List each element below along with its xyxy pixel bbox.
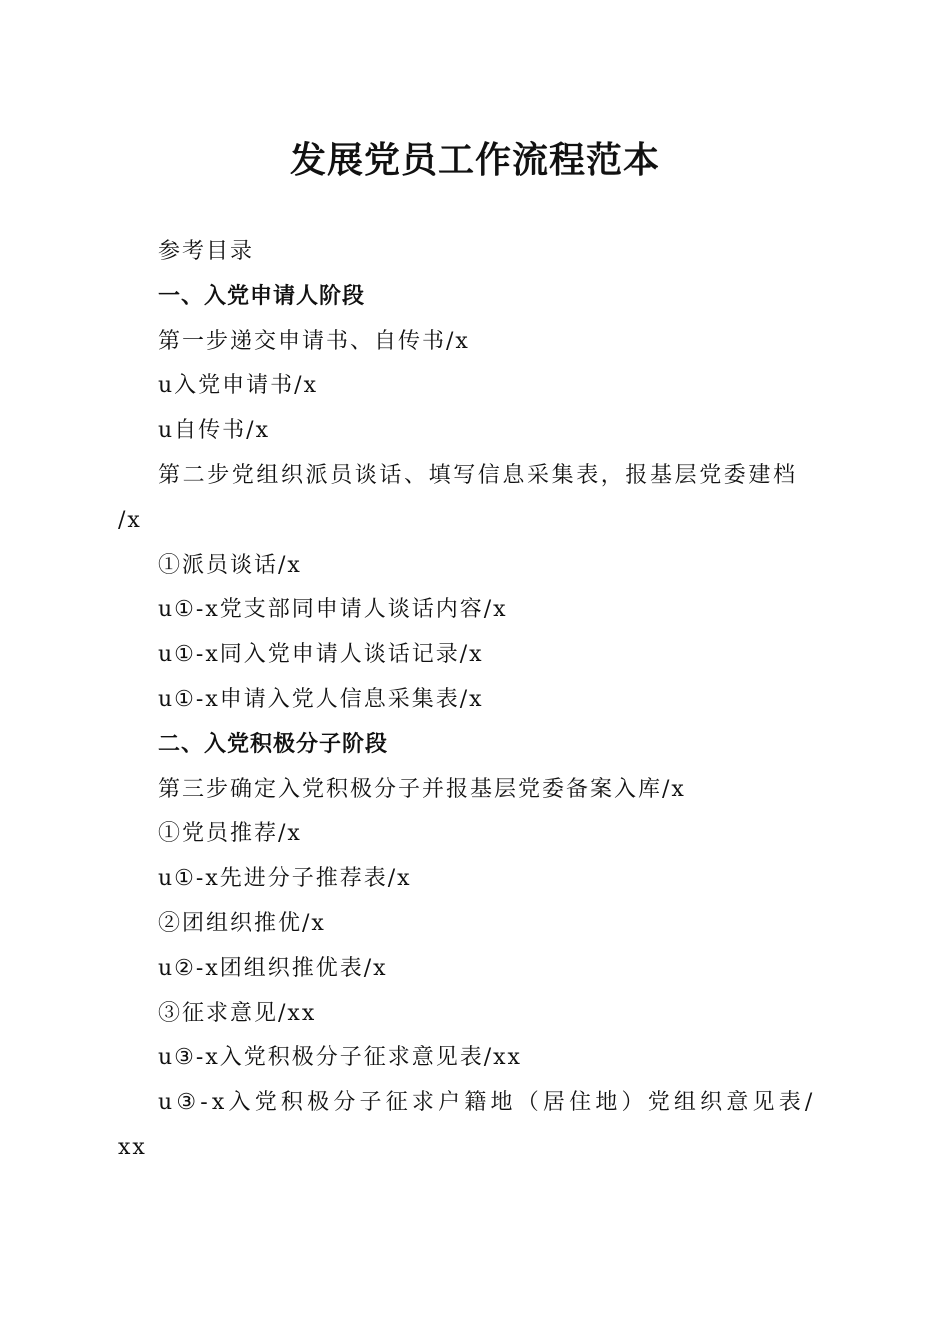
toc-item: ③征求意见/xx (158, 1000, 317, 1026)
toc-item-continuation: xx (118, 1134, 147, 1160)
toc-item: u③-x入党积极分子征求户籍地（居住地）党组织意见表/ (158, 1090, 817, 1116)
toc-item: u①-x申请入党人信息采集表/x (158, 686, 484, 712)
toc-step-3: 第三步确定入党积极分子并报基层党委备案入库/x (158, 776, 686, 802)
section-heading-1: 一、入党申请人阶段 (158, 283, 366, 309)
section-heading-2: 二、入党积极分子阶段 (158, 731, 389, 757)
toc-step-1: 第一步递交申请书、自传书/x (158, 328, 470, 354)
toc-step-2: 第二步党组织派员谈话、填写信息采集表，报基层党委建档 (158, 462, 798, 488)
toc-item: u①-x同入党申请人谈话记录/x (158, 642, 484, 668)
toc-item: u①-x党支部同申请人谈话内容/x (158, 597, 508, 623)
document-title: 发展党员工作流程范本 (289, 139, 660, 181)
toc-item: u③-x入党积极分子征求意见表/xx (158, 1045, 522, 1071)
toc-item: u入党申请书/x (158, 373, 318, 399)
toc-item: ①派员谈话/x (158, 552, 302, 578)
toc-item: u①-x先进分子推荐表/x (158, 866, 412, 892)
toc-item: ②团组织推优/x (158, 910, 326, 936)
toc-caption: 参考目录 (158, 239, 255, 264)
toc-item: u自传书/x (158, 418, 270, 444)
toc-item: u②-x团组织推优表/x (158, 955, 388, 981)
toc-item: ①党员推荐/x (158, 821, 302, 847)
toc-step-2-continuation: /x (118, 507, 142, 533)
table-of-contents (118, 230, 828, 1171)
